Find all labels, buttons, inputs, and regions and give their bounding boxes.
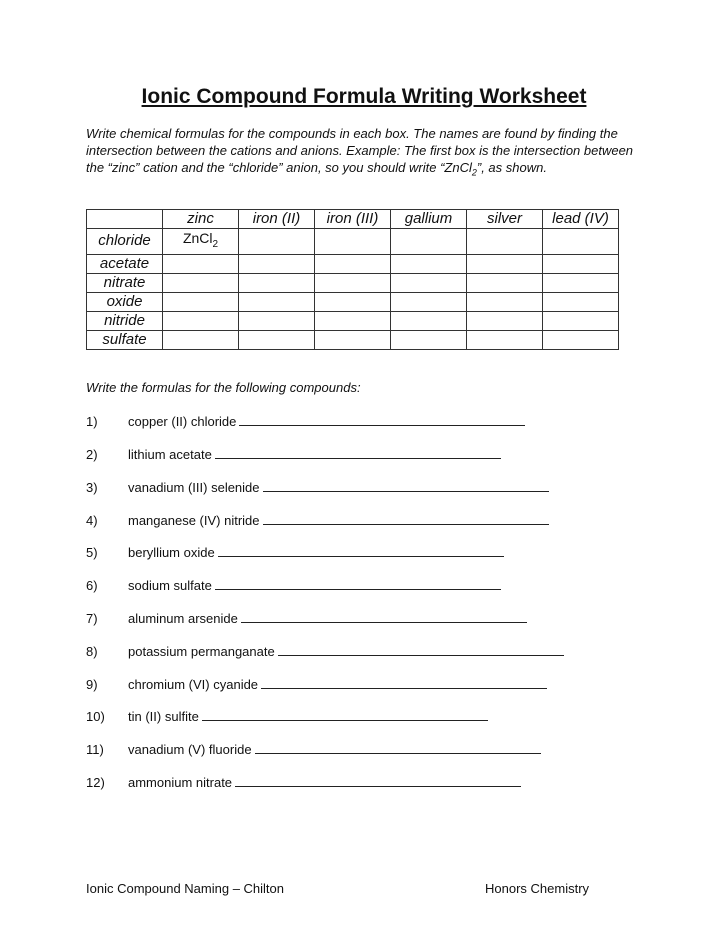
column-header: gallium: [391, 210, 467, 229]
question-number: 1): [86, 414, 98, 429]
row-header: nitrate: [87, 273, 163, 292]
answer-blank[interactable]: [202, 707, 488, 721]
answer-cell[interactable]: [315, 292, 391, 311]
question-text: aluminum arsenide: [128, 611, 238, 626]
question-number: 9): [86, 677, 98, 692]
answer-cell[interactable]: [391, 311, 467, 330]
question-number: 6): [86, 578, 98, 593]
question-number: 7): [86, 611, 98, 626]
answer-cell[interactable]: [163, 273, 239, 292]
answer-blank[interactable]: [261, 675, 547, 689]
question-item: [86, 445, 501, 463]
answer-cell[interactable]: [543, 311, 619, 330]
table-row: [87, 254, 619, 273]
answer-cell[interactable]: [543, 273, 619, 292]
question-text: tin (II) sulfite: [128, 709, 199, 724]
answer-blank[interactable]: [215, 445, 501, 459]
question-number: 11): [86, 742, 104, 757]
page-title: Ionic Compound Formula Writing Worksheet: [141, 85, 587, 108]
example-answer-cell: [163, 229, 239, 255]
question-item: [86, 642, 564, 660]
question-text: lithium acetate: [128, 447, 212, 462]
answer-cell[interactable]: [239, 330, 315, 349]
question-text: vanadium (V) fluoride: [128, 742, 252, 757]
question-number: 3): [86, 480, 98, 495]
question-number: 8): [86, 644, 98, 659]
answer-cell[interactable]: [239, 254, 315, 273]
answer-blank[interactable]: [218, 543, 504, 557]
answer-cell[interactable]: [239, 273, 315, 292]
question-text: copper (II) chloride: [128, 414, 237, 429]
instructions-text: Write chemical formulas for the compounds in each box. The names are found by finding the intersection between the cations and anions. Example: The first box is the intersection between the “zinc” cation and the “chloride” anion, so you should write “ZnCl: [86, 126, 634, 175]
answer-blank[interactable]: [263, 478, 549, 492]
column-header: lead (IV): [543, 210, 619, 229]
answer-cell[interactable]: [391, 229, 467, 255]
question-number: 12): [86, 775, 105, 790]
question-text: potassium permanganate: [128, 644, 275, 659]
column-header: iron (II): [239, 210, 315, 229]
answer-cell[interactable]: [315, 311, 391, 330]
question-number: 5): [86, 545, 98, 560]
answer-cell[interactable]: [163, 292, 239, 311]
question-text: chromium (VI) cyanide: [128, 677, 259, 692]
question-item: [86, 511, 549, 529]
answer-blank[interactable]: [239, 412, 525, 426]
answer-cell[interactable]: [239, 311, 315, 330]
section-heading: Write the formulas for the following compounds:: [86, 380, 361, 395]
row-header: sulfate: [87, 330, 163, 349]
question-text: manganese (IV) nitride: [128, 513, 260, 528]
question-item: [86, 675, 547, 693]
instructions-subscript: 2: [471, 167, 477, 178]
question-number: 10): [86, 709, 105, 724]
answer-cell[interactable]: [543, 330, 619, 349]
question-item: [86, 740, 541, 758]
answer-cell[interactable]: [467, 229, 543, 255]
answer-cell[interactable]: [467, 311, 543, 330]
answer-blank[interactable]: [263, 511, 549, 525]
question-item: [86, 707, 488, 725]
table-row: [87, 311, 619, 330]
answer-cell[interactable]: [239, 229, 315, 255]
answer-blank[interactable]: [215, 576, 501, 590]
answer-blank[interactable]: [278, 642, 564, 656]
answer-blank[interactable]: [241, 609, 527, 623]
question-text: beryllium oxide: [128, 545, 215, 560]
answer-cell[interactable]: [467, 292, 543, 311]
question-item: [86, 543, 504, 561]
column-header: zinc: [163, 210, 239, 229]
question-item: [86, 576, 501, 594]
answer-cell[interactable]: [315, 229, 391, 255]
table-row: [87, 330, 619, 349]
answer-cell[interactable]: [163, 254, 239, 273]
table-corner-cell: [87, 210, 163, 229]
answer-cell[interactable]: [239, 292, 315, 311]
column-header: iron (III): [315, 210, 391, 229]
answer-cell[interactable]: [467, 254, 543, 273]
footer-left: Ionic Compound Naming – Chilton: [86, 881, 284, 896]
question-text: vanadium (III) selenide: [128, 480, 260, 495]
answer-cell[interactable]: [391, 330, 467, 349]
row-header: nitride: [87, 311, 163, 330]
formula-table: [86, 209, 619, 350]
table-row: [87, 273, 619, 292]
answer-cell[interactable]: [543, 292, 619, 311]
table-row: [87, 229, 619, 255]
instructions-text-end: ”, as shown.: [476, 160, 547, 175]
answer-cell[interactable]: [315, 254, 391, 273]
example-subscript: 2: [212, 238, 219, 250]
row-header: oxide: [87, 292, 163, 311]
instructions: [86, 125, 646, 182]
answer-blank[interactable]: [235, 773, 521, 787]
question-item: [86, 412, 525, 430]
column-header: silver: [467, 210, 543, 229]
answer-cell[interactable]: [467, 273, 543, 292]
question-item: [86, 478, 549, 496]
answer-cell[interactable]: [543, 229, 619, 255]
footer-right: Honors Chemistry: [485, 881, 590, 896]
question-number: 4): [86, 513, 98, 528]
example-formula: ZnCl: [182, 230, 213, 246]
answer-cell[interactable]: [163, 330, 239, 349]
question-item: [86, 773, 521, 791]
answer-blank[interactable]: [255, 740, 541, 754]
question-number: 2): [86, 447, 98, 462]
table-row: [87, 292, 619, 311]
row-header: acetate: [87, 254, 163, 273]
answer-cell[interactable]: [315, 273, 391, 292]
answer-cell[interactable]: [391, 254, 467, 273]
table-header-row: [87, 210, 619, 229]
answer-cell[interactable]: [543, 254, 619, 273]
question-text: sodium sulfate: [128, 578, 212, 593]
row-header: chloride: [87, 229, 163, 255]
answer-cell[interactable]: [163, 311, 239, 330]
question-text: ammonium nitrate: [128, 775, 233, 790]
answer-cell[interactable]: [391, 273, 467, 292]
answer-cell[interactable]: [391, 292, 467, 311]
answer-cell[interactable]: [315, 330, 391, 349]
question-item: [86, 609, 527, 627]
answer-cell[interactable]: [467, 330, 543, 349]
